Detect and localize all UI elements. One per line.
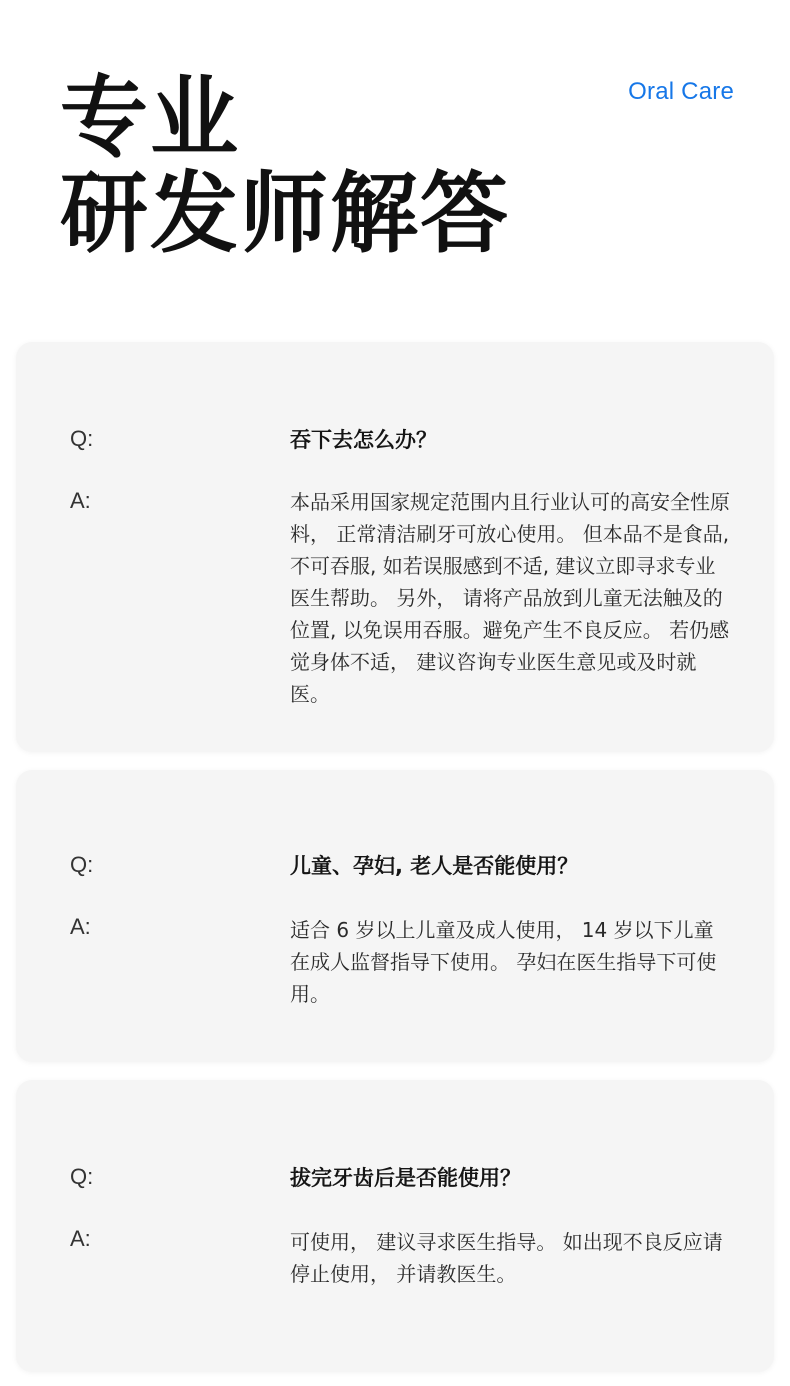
answer-marker: A: [70, 488, 91, 513]
question-marker: Q: [70, 426, 94, 451]
answer-text: 可使用， 建议寻求医生指导。 如出现不良反应请停止使用， 并请教医生。 [290, 1230, 723, 1286]
answer-marker: A: [70, 1226, 91, 1251]
faq-card [16, 770, 774, 1062]
brand-label: Oral Care [628, 78, 734, 105]
question-marker: Q: [70, 1164, 94, 1189]
page-title [60, 66, 511, 265]
question-text: 儿童、孕妇, 老人是否能使用？ [290, 854, 579, 878]
page-title-line-1: 专业 [60, 66, 241, 169]
answer-text: 本品采用国家规定范围内且行业认可的高安全性原料， 正常清洁刷牙可放心使用。 但本品不是食品, 不可吞服, 如若误服感到不适, 建议立即寻求专业医生帮助。 另外， 请将产品放到儿童无法触及的位置, 以免误用吞服。避免产生不良反应。 若仍感觉身体不适， 建议咨询专业医生意见或及时就医。 [290, 490, 730, 706]
faq-card [16, 1080, 774, 1372]
answer-marker: A: [70, 914, 91, 939]
question-text: 拔完牙齿后是否能使用？ [290, 1166, 521, 1190]
question-marker: Q: [70, 852, 94, 877]
page-title-line-2: 研发师解答 [60, 162, 511, 265]
faq-card [16, 342, 774, 752]
answer-text: 适合 6 岁以上儿童及成人使用， 14 岁以下儿童在成人监督指导下使用。 孕妇在医生指导下可使用。 [290, 918, 717, 1006]
question-text: 吞下去怎么办？ [290, 428, 437, 452]
